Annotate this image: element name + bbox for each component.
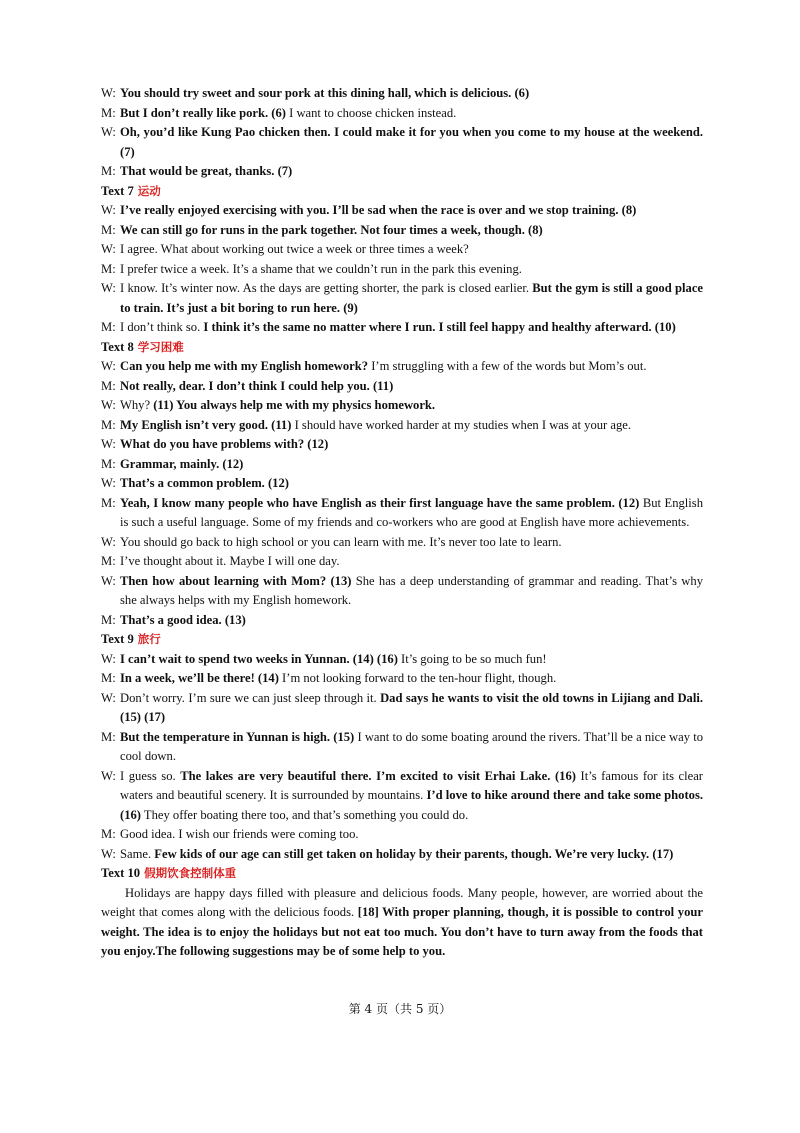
- speaker-label: W:: [101, 476, 116, 490]
- turn-text: [120, 435, 703, 455]
- speaker-label: W:: [101, 690, 116, 705]
- speaker-label: M:: [101, 554, 116, 568]
- speaker-label: M:: [101, 378, 116, 393]
- speaker-label: M:: [101, 417, 116, 432]
- answer-key-text: What do you have problems with? (12): [120, 437, 329, 451]
- dialogue-text: Holidays are happy days filled with pleasure and delicious foods. Many people, however, are worried about the weight that comes along with the delicious foods.: [101, 885, 703, 919]
- turn-text: [120, 416, 703, 436]
- dialogue-text: I should have worked harder at my studies when I was at your age.: [291, 417, 632, 432]
- answer-key-text: But the temperature in Yunnan is high. (15): [120, 729, 355, 744]
- dialogue-text: I agree. What about working out twice a week or three times a week?: [120, 242, 469, 256]
- dialogue-text: Same.: [120, 846, 155, 861]
- speaker-label: W:: [101, 203, 116, 217]
- turn-text: [120, 767, 703, 826]
- turn-text: [120, 728, 703, 767]
- turn-text: [120, 533, 703, 553]
- speaker-label: W:: [101, 281, 116, 295]
- page-footer: 第 4 页（共 5 页）: [348, 1002, 452, 1016]
- section-label: Text 9: [101, 632, 134, 646]
- turn-text: [120, 221, 703, 241]
- section-heading-text7: [101, 182, 703, 202]
- dialogue-turn: [101, 767, 703, 826]
- dialogue-turn: [101, 435, 703, 455]
- section-topic-cn: 运动: [137, 183, 161, 198]
- dialogue-turn: [101, 825, 703, 845]
- turn-text: [120, 104, 703, 124]
- turn-text: [120, 396, 703, 416]
- dialogue-turn: [101, 240, 703, 260]
- turn-text: [120, 260, 703, 280]
- dialogue-turn: [101, 572, 703, 611]
- speaker-label: W:: [101, 534, 116, 549]
- dialogue-turn: [101, 611, 703, 631]
- turn-text: [120, 240, 703, 260]
- answer-key-text: I’d love to hike around there and take some photos. (16): [120, 788, 703, 822]
- dialogue-turn: [101, 455, 703, 475]
- dialogue-turn: [101, 318, 703, 338]
- answer-key-text: Can you help me with my English homework?: [120, 359, 369, 373]
- dialogue-turn: [101, 357, 703, 377]
- dialogue-text6-end: [101, 84, 703, 182]
- dialogue-text: I’ve thought about it. Maybe I will one day.: [120, 554, 340, 568]
- answer-key-text: That’s a good idea. (13): [120, 612, 246, 627]
- dialogue-text7: [101, 201, 703, 338]
- dialogue-turn: [101, 552, 703, 572]
- dialogue-turn: [101, 669, 703, 689]
- speaker-label: M:: [101, 105, 116, 120]
- speaker-label: M:: [101, 456, 116, 471]
- answer-key-text: Yeah, I know many people who have English as their first language have the same problem. (12): [120, 495, 640, 510]
- dialogue-turn: [101, 84, 703, 104]
- turn-text: [120, 669, 703, 689]
- turn-text: [120, 474, 703, 494]
- answer-key-text: Not really, dear. I don’t think I could help you. (11): [120, 378, 394, 393]
- answer-key-text: But the gym is still a good place to train. It’s just a bit boring to run here. (9): [120, 281, 703, 315]
- answer-key-text: Dad says he wants to visit the old towns in Lijiang and Dali. (15) (17): [120, 690, 703, 724]
- dialogue-text: I know. It’s winter now. As the days are getting shorter, the park is closed earlier.: [120, 281, 533, 295]
- turn-text: [120, 650, 703, 670]
- turn-text: [120, 84, 703, 104]
- turn-text: [120, 455, 703, 475]
- dialogue-turn: [101, 416, 703, 436]
- speaker-label: M:: [101, 495, 116, 510]
- dialogue-turn: [101, 162, 703, 182]
- turn-text: [120, 123, 703, 162]
- dialogue-turn: [101, 279, 703, 318]
- turn-text: [120, 689, 703, 728]
- turn-text: [120, 201, 703, 221]
- speaker-label: M:: [101, 164, 116, 178]
- dialogue-turn: [101, 533, 703, 553]
- dialogue-text: It’s going to be so much fun!: [397, 651, 547, 666]
- dialogue-text: But English is such a useful language. Some of my friends and co-workers who are good at English have more achievements.: [120, 495, 703, 529]
- answer-key-text: [18] With proper planning, though, it is possible to control your weight. The idea is to enjoy the holidays but not eat too much. You don’t have to turn away from the foods that you enjoy.The following suggestions may be of some help to you.: [101, 905, 703, 958]
- dialogue-turn: [101, 221, 703, 241]
- section-label: Text 7: [101, 183, 134, 198]
- speaker-label: W:: [101, 768, 116, 783]
- dialogue-turn: [101, 201, 703, 221]
- dialogue-turn: [101, 494, 703, 533]
- turn-text: [120, 572, 703, 611]
- speaker-label: W:: [101, 437, 116, 451]
- speaker-label: W:: [101, 86, 116, 100]
- passage-text10: [101, 884, 703, 962]
- speaker-label: W:: [101, 125, 116, 139]
- answer-key-text: We can still go for runs in the park together. Not four times a week, though. (8): [120, 222, 543, 237]
- section-topic-cn: 假期饮食控制体重: [144, 866, 237, 880]
- dialogue-text: I’m not looking forward to the ten-hour flight, though.: [278, 671, 557, 685]
- speaker-label: M:: [101, 671, 116, 685]
- answer-key-text: (11) You always help me with my physics homework.: [153, 398, 436, 412]
- dialogue-turn: [101, 650, 703, 670]
- turn-text: [120, 494, 703, 533]
- dialogue-text: I want to choose chicken instead.: [285, 105, 457, 120]
- speaker-label: M:: [101, 729, 116, 744]
- dialogue-text: Good idea. I wish our friends were coming too.: [120, 827, 359, 841]
- dialogue-turn: [101, 260, 703, 280]
- speaker-label: W:: [101, 573, 116, 588]
- speaker-label: M:: [101, 827, 116, 841]
- answer-key-text: I think it’s the same no matter where I run. I still feel happy and healthy afterward. (10): [203, 320, 676, 334]
- section-label: Text 10: [101, 866, 141, 880]
- section-heading-text8: [101, 338, 703, 358]
- speaker-label: W:: [101, 398, 116, 412]
- dialogue-turn: [101, 728, 703, 767]
- section-topic-cn: 学习困难: [137, 339, 184, 354]
- speaker-label: W:: [101, 359, 116, 373]
- speaker-label: W:: [101, 846, 116, 861]
- speaker-label: M:: [101, 222, 116, 237]
- dialogue-text8: [101, 357, 703, 630]
- dialogue-text: I prefer twice a week. It’s a shame that we couldn’t run in the park this evening.: [120, 261, 522, 276]
- turn-text: [120, 377, 703, 397]
- speaker-label: M:: [101, 261, 116, 276]
- section-label: Text 8: [101, 339, 134, 354]
- answer-key-text: My English isn’t very good. (11): [120, 417, 292, 432]
- answer-key-text: That’s a common problem. (12): [120, 476, 289, 490]
- speaker-label: W:: [101, 651, 116, 666]
- answer-key-text: That would be great, thanks. (7): [120, 164, 293, 178]
- answer-key-text: Oh, you’d like Kung Pao chicken then. I could make it for you when you come to my house at the weekend. (7): [120, 125, 703, 159]
- dialogue-turn: [101, 104, 703, 124]
- turn-text: [120, 162, 703, 182]
- answer-key-text: The lakes are very beautiful there. I’m excited to visit Erhai Lake. (16): [180, 768, 576, 783]
- speaker-label: M:: [101, 612, 116, 627]
- turn-text: [120, 318, 703, 338]
- dialogue-turn: [101, 123, 703, 162]
- dialogue-text: It’s famous for its clear waters and beautiful scenery. It is surrounded by mountains.: [120, 768, 703, 802]
- answer-key-text: I can’t wait to spend two weeks in Yunnan. (14) (16): [120, 651, 398, 666]
- dialogue-text: I’m struggling with a few of the words but Mom’s out.: [368, 359, 647, 373]
- answer-key-text: I’ve really enjoyed exercising with you. I’ll be sad when the race is over and we stop training. (8): [120, 203, 637, 217]
- dialogue-text: I want to do some boating around the rivers. That’ll be a nice way to cool down.: [120, 729, 703, 763]
- speaker-label: W:: [101, 242, 116, 256]
- dialogue-text: I guess so.: [120, 768, 181, 783]
- dialogue-turn: [101, 396, 703, 416]
- answer-key-text: You should try sweet and sour pork at this dining hall, which is delicious. (6): [120, 86, 530, 100]
- dialogue-text: They offer boating there too, and that’s something you could do.: [140, 807, 469, 822]
- page-content: [101, 84, 703, 962]
- dialogue-turn: [101, 689, 703, 728]
- section-topic-cn: 旅行: [137, 632, 161, 646]
- dialogue-text: She has a deep understanding of grammar and reading. That’s why she always helps with my English homework.: [120, 573, 703, 607]
- dialogue-turn: [101, 845, 703, 865]
- dialogue-turn: [101, 377, 703, 397]
- answer-key-text: In a week, we’ll be there! (14): [120, 671, 279, 685]
- turn-text: [120, 357, 703, 377]
- dialogue-text: Why?: [120, 398, 154, 412]
- section-heading-text9: [101, 630, 703, 650]
- turn-text: [120, 845, 703, 865]
- answer-key-text: But I don’t really like pork. (6): [120, 105, 286, 120]
- dialogue-text: Don’t worry. I’m sure we can just sleep through it.: [120, 690, 381, 705]
- turn-text: [120, 825, 703, 845]
- dialogue-turn: [101, 474, 703, 494]
- turn-text: [120, 552, 703, 572]
- speaker-label: M:: [101, 320, 116, 334]
- answer-key-text: Few kids of our age can still get taken on holiday by their parents, though. We’re very lucky. (17): [154, 846, 674, 861]
- turn-text: [120, 279, 703, 318]
- dialogue-text9: [101, 650, 703, 865]
- section-heading-text10: [101, 864, 703, 884]
- answer-key-text: Grammar, mainly. (12): [120, 456, 244, 471]
- turn-text: [120, 611, 703, 631]
- dialogue-text: I don’t think so.: [120, 320, 204, 334]
- answer-key-text: Then how about learning with Mom? (13): [120, 573, 352, 588]
- dialogue-text: You should go back to high school or you can learn with me. It’s never too late to learn.: [120, 534, 562, 549]
